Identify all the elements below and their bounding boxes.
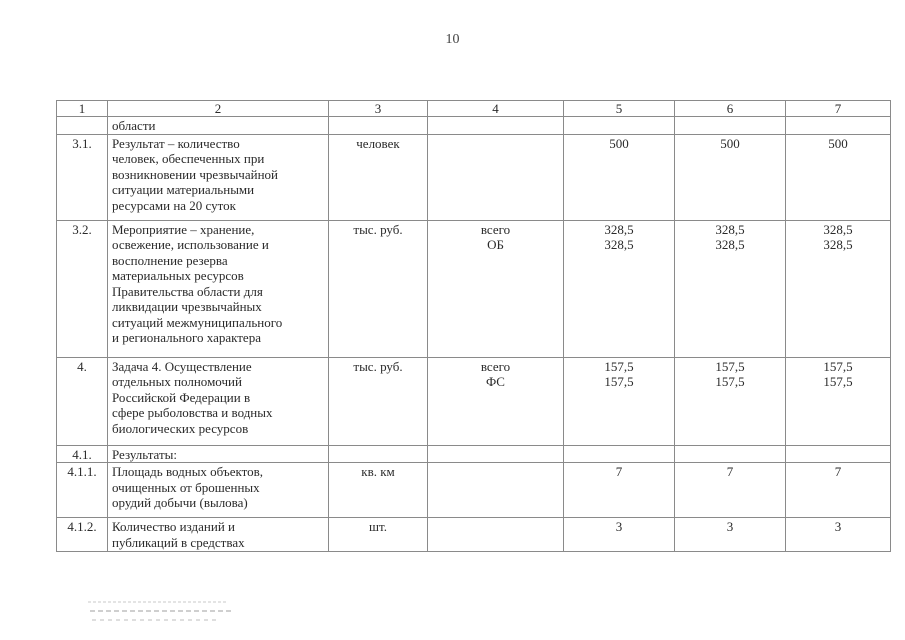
source-line: всего: [480, 358, 511, 374]
value-col-5: [564, 518, 675, 552]
value-col-7: [786, 134, 891, 220]
row-number: 4.1.2.: [57, 518, 108, 552]
description-line: области: [112, 118, 156, 133]
description-line: ликвидации чрезвычайных: [112, 299, 262, 314]
row-description: [108, 518, 329, 552]
source-line: ФС: [486, 374, 505, 389]
value-col-5: [564, 220, 675, 357]
value-col-7: [786, 357, 891, 445]
value-col-6: [675, 134, 786, 220]
description-line: Площадь водных объектов,: [112, 464, 264, 479]
description-line: человек, обеспеченных при: [112, 151, 265, 166]
row-source: [428, 463, 564, 518]
page-number: 10: [445, 32, 460, 47]
row-source: [428, 134, 564, 220]
header-col-2: 2: [108, 101, 329, 117]
description-line: ресурсами на 20 суток: [112, 197, 236, 213]
row-description: [108, 117, 329, 135]
value: 3: [726, 519, 734, 534]
value: 157,5: [604, 358, 634, 374]
value-col-7: [786, 463, 891, 518]
value: 500: [720, 135, 740, 151]
description-line: Правительства области для: [112, 283, 263, 299]
table-row: [57, 357, 891, 445]
description-line: возникновении чрезвычайной: [112, 166, 278, 182]
value: 328,5: [604, 221, 634, 237]
row-source: [428, 220, 564, 357]
header-col-6: 6: [675, 101, 786, 117]
row-number: 3.1.: [57, 134, 108, 220]
value-col-7: [786, 445, 891, 463]
value-col-6: [675, 220, 786, 357]
value-col-6: [675, 357, 786, 445]
value: 157,5: [823, 358, 853, 374]
description-line: сфере рыболовства и водных: [112, 405, 273, 420]
row-unit: кв. км: [329, 463, 428, 518]
row-description: [108, 134, 329, 220]
header-col-1: 1: [57, 101, 108, 117]
row-description: [108, 445, 329, 463]
row-description: [108, 220, 329, 357]
table-row: [57, 445, 891, 463]
value: 328,5: [715, 237, 745, 252]
value: 3: [615, 519, 623, 534]
row-unit: тыс. руб.: [329, 357, 428, 445]
value: 157,5: [823, 374, 853, 389]
value: 3: [834, 519, 842, 534]
table-row: [57, 463, 891, 518]
row-unit: тыс. руб.: [329, 220, 428, 357]
description-line: орудий добычи (вылова): [112, 495, 248, 510]
description-line: материальных ресурсов: [112, 268, 244, 283]
table-row: [57, 518, 891, 552]
value-col-5: [564, 463, 675, 518]
description-line: ситуаций межмуниципального: [112, 314, 283, 330]
source-line: ОБ: [487, 237, 504, 252]
description-line: очищенных от брошенных: [112, 479, 260, 495]
value: 328,5: [823, 221, 853, 237]
value: 500: [609, 135, 629, 151]
value-col-5: [564, 357, 675, 445]
description-line: освежение, использование и: [112, 237, 269, 252]
value-col-6: [675, 518, 786, 552]
description-line: Результат – количество: [112, 135, 240, 151]
header-col-7: 7: [786, 101, 891, 117]
value: 157,5: [604, 374, 634, 389]
table-header-row: [57, 101, 891, 117]
value: 7: [726, 464, 734, 479]
row-unit: шт.: [329, 518, 428, 552]
row-number: 4.: [57, 357, 108, 445]
description-line: Мероприятие – хранение,: [112, 221, 255, 237]
description-line: и регионального характера: [112, 330, 261, 345]
description-line: Количество изданий и: [112, 519, 235, 534]
value-col-5: [564, 117, 675, 135]
row-source: [428, 445, 564, 463]
value-col-7: [786, 518, 891, 552]
table-row: [57, 134, 891, 220]
description-line: отдельных полномочий: [112, 374, 242, 389]
value-col-6: [675, 463, 786, 518]
value: 500: [828, 135, 848, 151]
description-line: ситуации материальными: [112, 182, 255, 197]
row-description: [108, 357, 329, 445]
row-source: [428, 357, 564, 445]
row-source: [428, 117, 564, 135]
value-col-6: [675, 445, 786, 463]
description-line: биологических ресурсов: [112, 420, 249, 436]
value: 328,5: [604, 237, 634, 252]
source-line: всего: [480, 221, 511, 237]
scan-stamp-mark: [86, 598, 236, 628]
value: 157,5: [715, 374, 745, 389]
description-line: Результаты:: [112, 446, 177, 462]
value-col-7: [786, 220, 891, 357]
value-col-5: [564, 134, 675, 220]
header-col-5: 5: [564, 101, 675, 117]
value-col-6: [675, 117, 786, 135]
row-number: 3.2.: [57, 220, 108, 357]
row-number: [57, 117, 108, 135]
description-line: публикаций в средствах: [112, 534, 245, 550]
description-line: Российской Федерации в: [112, 389, 251, 405]
value-col-5: [564, 445, 675, 463]
row-number: 4.1.1.: [57, 463, 108, 518]
indicators-table: [56, 100, 891, 552]
row-number: 4.1.: [57, 445, 108, 463]
row-unit: [329, 445, 428, 463]
value: 328,5: [715, 221, 745, 237]
table-row: [57, 117, 891, 135]
value: 157,5: [715, 358, 745, 374]
row-unit: [329, 117, 428, 135]
value: 7: [615, 464, 623, 479]
header-col-3: 3: [329, 101, 428, 117]
header-col-4: 4: [428, 101, 564, 117]
value: 328,5: [823, 237, 853, 252]
value-col-7: [786, 117, 891, 135]
row-source: [428, 518, 564, 552]
row-unit: человек: [329, 134, 428, 220]
description-line: Задача 4. Осуществление: [112, 358, 252, 374]
description-line: восполнение резерва: [112, 252, 228, 268]
value: 7: [834, 464, 842, 479]
table-row: [57, 220, 891, 357]
row-description: [108, 463, 329, 518]
